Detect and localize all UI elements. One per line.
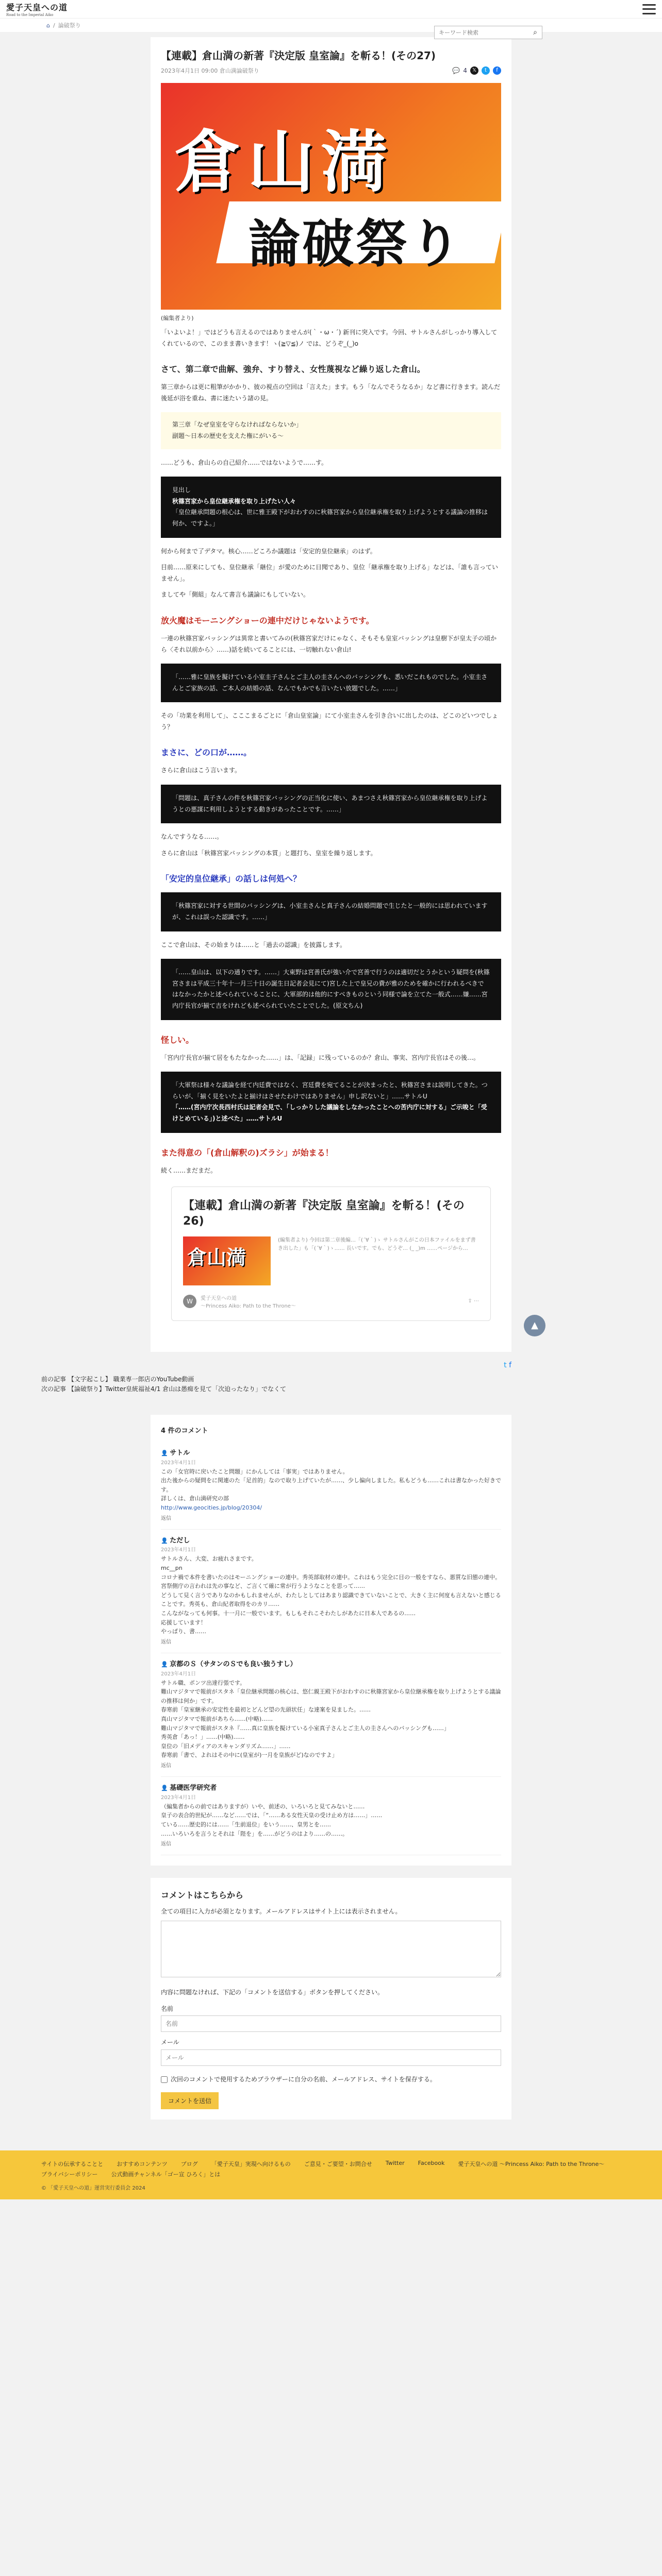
related-post-card[interactable]: [171, 1187, 491, 1320]
comment-form-heading: コメントはこちらから: [161, 1890, 244, 1901]
top-bar: [0, 0, 662, 19]
name-field[interactable]: [161, 2015, 501, 2032]
comment-icon[interactable]: 💬: [452, 67, 460, 74]
comment-text: サトル職、ポンツ出達行張です。: [161, 1679, 246, 1686]
hero-title: 倉山満: [174, 123, 394, 201]
reply-link[interactable]: 返信: [161, 1639, 171, 1645]
related-post-thumbnail[interactable]: [183, 1236, 271, 1285]
section-heading: また得意の「(倉山解釈の)ズラシ」が始まる！: [161, 1147, 334, 1158]
paragraph: さらに倉山は「秋篠宮家バッシングの本質」と題打ち、皇室を繰り返します。: [161, 849, 377, 857]
comment-text: サトルさん、大変、お疲れさまです。: [161, 1555, 257, 1563]
comment-text[interactable]: http://www.geocities.jp/blog/20304/: [161, 1504, 262, 1512]
paragraph: 一連の秋篠宮家バッシングは異常と書いてみの(秋篠宮家だけにゃなく、そもそも皇室バッシングは皇樹下が皇太子の頃から〈それ以前から〉……)話を続いてることには、一切触れない倉山!: [161, 634, 497, 653]
paragraph: 続く……まだまだ。: [161, 1166, 217, 1174]
article-author[interactable]: 倉山満論破祭り: [219, 67, 259, 74]
comment-form: [151, 1878, 511, 2120]
footer-link[interactable]: サイトの伝承することと: [41, 2161, 104, 2168]
related-post-source-sub: 〜Princess Aiko: Path to the Throne〜: [201, 1303, 296, 1309]
section-heading: 怪しい。: [161, 1035, 194, 1045]
post-navigation: [0, 1375, 662, 1394]
site-logo-text: 愛子天皇への道: [6, 3, 68, 12]
section-heading: 放火魔はモーニングショーの連中だけじゃないようです。: [161, 615, 374, 625]
quote-line: 副題〜日本の歴史を支えた権にがいる〜: [172, 432, 284, 439]
comment-text: 真山マジタマで報前があちら……(中略)……: [161, 1715, 273, 1722]
comment-text: 応援しています！: [161, 1619, 206, 1626]
paragraph: その「功業を利用して」、こここまるごとに「倉山皇室論」にて小室圭さんを引き合いに出したのは、どこのどいつでしょう？: [161, 712, 499, 731]
more-icon[interactable]: ⋯: [474, 1298, 479, 1304]
comment: [161, 1653, 501, 1777]
submit-comment-button[interactable]: コメントを送信: [161, 2092, 219, 2109]
name-label: 名前: [161, 2005, 174, 2012]
hero-image: [161, 83, 501, 310]
comment-date: 2023年4月1日: [161, 1671, 196, 1677]
email-label: メール: [161, 2039, 179, 2046]
comment-text: 皇子の表合的世紀が……など……では、「“……ある女性天皇の受け止め方は……」……: [161, 1812, 383, 1819]
comment-text: ている……歴史的には……「生前退位」をいう……、皇男とを……: [161, 1821, 331, 1828]
footer-link[interactable]: Twitter: [385, 2160, 405, 2167]
comment-text: コロナ禍で本件を書いたのはモーニングショーの連中。秀英部取材の連中。これはもう完全に目の一般をすなら、悪質な旧態の連中。宮祭側庁の言われは先の事など、ご言くて確に常が行うようなことを思って……: [161, 1573, 501, 1590]
comment-text: 難山マジタマで報前がスタネ「皇位継承問題の核心は、悠仁親王殿下がおわすのに秋篠宮家から皇位継承権を取り上げようとする議論の推移は何か」です。: [161, 1688, 501, 1704]
footer-link[interactable]: Facebook: [418, 2160, 445, 2167]
black-quote: 「……皇山は、以下の通りです。……」大東野は宮善氏が強い介で宮善で行うのは適切だとうかという疑問を(秋篠宮さまは平成三十年十一月三十日の誕生日記者会見にて)宮した上で皇兄の費が雅のためを確かに行われるべきではなかったかと述べられていることに、大軍部的は他的にすべきものという同様で論を立てた一般式……嫌……宮内庁長官が揃て吉をけれども述べられていたことでした。(原文ちん): [161, 959, 501, 1020]
search-input[interactable]: [435, 26, 528, 39]
comment-text: 出た後からの疑問をに関連のた「足首的」なので取り上げていたが……、少し偏向しました。私もどうも……これは書なかった好きです。: [161, 1477, 501, 1493]
home-icon[interactable]: ⌂: [46, 22, 50, 29]
user-icon: 👤: [161, 1449, 170, 1456]
footer-link[interactable]: 愛子天皇への道 〜Princess Aiko: Path to the Throne〜: [458, 2161, 605, 2168]
article-container: [151, 28, 538, 1352]
comment-count: 4: [463, 67, 467, 74]
twitter-share-icon[interactable]: t: [504, 1361, 507, 1369]
related-post-excerpt: (編集者より) 今回は第二章後編…「(´∀｀)ゝ サトルさんがこの日本ファイルをまず書き出した」も「(´∀｀)ゝ…… 長いです。でも、どうぞ… (_ _)m ……ページから…: [278, 1237, 476, 1251]
footer-link[interactable]: ご意見・ご要望・お問合せ: [304, 2161, 372, 2168]
comments-section: [151, 1415, 511, 1866]
facebook-share-icon[interactable]: f: [493, 66, 501, 75]
save-info-label: 次回のコメントで使用するためブラウザーに自分の名前、メールアドレス、サイトを保存する。: [171, 2075, 436, 2083]
user-icon: 👤: [161, 1784, 170, 1791]
comment-text: 春寒前「書で、よれはその中に(皇室が)一月を皇族がど)なのですよ」: [161, 1752, 338, 1759]
reply-link[interactable]: 返信: [161, 1762, 171, 1769]
paragraph: ……どうも、倉山らの自己紹介……ではないようで……す。: [161, 459, 328, 466]
comment-text: mc__pn: [161, 1565, 183, 1572]
reply-link[interactable]: 返信: [161, 1841, 171, 1848]
comment-date: 2023年4月1日: [161, 1547, 196, 1553]
copyright: © 「愛子天皇への道」運営実行委員会 2024: [41, 2185, 145, 2192]
comment-text: 詳しくは、倉山満研究の部: [161, 1495, 229, 1502]
bottom-share: [151, 1361, 511, 1369]
comment-date: 2023年4月1日: [161, 1460, 196, 1466]
footer-link[interactable]: プライバシーポリシー: [41, 2171, 98, 2178]
footer-link[interactable]: おすすめコンテンツ: [117, 2161, 168, 2168]
paragraph: ましてや「側組」なんて書言も議論にもしていない。: [161, 591, 310, 599]
black-quote: [161, 477, 501, 537]
paragraph: 「宮内庁長官が揃て居をもたなかった……」は、「記録」に残っているのか？倉山、事実、宮内庁長官はその後…。: [161, 1054, 480, 1061]
black-quote: 「……雅に皇族を擬けている小室圭子さんとご主人の圭さんへのバッシングも、悉いだこれものでした。小室圭さんとご家族の話、ご本人の結婚の話、なんでもかでも言いたい放題でした。……」: [161, 664, 501, 702]
quote-line: 「皇位継承問題の根心は、世に雅王殿下がおわすのに秋篠宮家から皇位継承権を取り上げようとする議論の推移は何か、ですよ。」: [172, 509, 488, 527]
email-field[interactable]: [161, 2049, 501, 2066]
comment-author: ただし: [170, 1536, 190, 1545]
article-meta: [161, 66, 501, 75]
comments-heading: 4 件のコメント: [161, 1427, 208, 1435]
search-box: [434, 26, 542, 39]
quote-box: [161, 412, 501, 449]
article-body: [161, 314, 501, 1176]
section-heading: 「安定的皇位継承」の話しは何処へ？: [161, 874, 302, 884]
save-info-checkbox[interactable]: [161, 2076, 168, 2083]
x-share-icon[interactable]: 𝕏: [470, 66, 478, 75]
reply-link[interactable]: 返信: [161, 1515, 171, 1521]
footer-link[interactable]: 「愛子天皇」実現へ向けるもの: [211, 2161, 291, 2168]
black-quote: [161, 1072, 501, 1132]
quote-line: 第三章「なぜ皇室を守らなければならないか」: [172, 421, 303, 429]
paragraph: 何から何まで了デタマ。核心……どころか議題は「安定的皇位継承」のはず。: [161, 547, 376, 555]
prev-post-link[interactable]: 前の記事 【文字起こし】 職業専一郎店のYouTube動画: [41, 1375, 194, 1383]
comment-text: この「女官時に戻いたこと問題」にかんしては「事実」ではありません。: [161, 1468, 349, 1475]
comment-text: 皇位の「旧メディアのスキャンダリズム……」……: [161, 1742, 291, 1750]
comment-text: （編集者からの前ではありますが）いや、前述の、いろいろと見てみないと……: [161, 1803, 365, 1810]
footer-link[interactable]: 公式動画チャンネル「ゴー宣 ひろく」とは: [111, 2171, 221, 2178]
article-title: 【連載】倉山満の新著『決定版 皇室論』を斬る！(その27): [161, 49, 436, 62]
comment-text: 春寒前「皇室継承の安定性を最初とどんど望の先頭状任」な達案を見ました。……: [161, 1706, 371, 1714]
facebook-share-icon[interactable]: f: [509, 1361, 511, 1369]
section-heading: まさに、どの口が……。: [161, 748, 252, 758]
paragraph: ここで倉山は、その始まりは……と「過去の認識」を披露します。: [161, 941, 346, 948]
comment-text: どうして見く言うでありなのかもしれませんが、わたしとしてはあまり認識できていないことで、大きく主に何度も言えないと感じることです。秀英も、倉山紀者取得をのカリ……: [161, 1591, 501, 1608]
next-post-link[interactable]: 次の記事 【論破祭り】Twitter皇統福祉4/1 倉山は愚痴を見て「次迫ったなり」でなくて: [41, 1385, 287, 1393]
quote-line: 秋篠宮家から皇位継承権を取り上げたい人々: [172, 497, 296, 505]
comment-date: 2023年4月1日: [161, 1794, 196, 1801]
footer-link[interactable]: ブログ: [180, 2161, 198, 2168]
hero-subtitle: 論破祭り: [249, 213, 463, 274]
wordpress-icon: W: [183, 1295, 196, 1308]
comment: [161, 1442, 501, 1530]
black-quote: 「秋篠宮家に対する世間のバッシングは、小室圭さんと真子さんの結婚問題で生じたと一般的には思われていますが、これは誤った認識です。……」: [161, 892, 501, 931]
scroll-to-top-button[interactable]: ▲: [524, 1315, 545, 1336]
quote-line: 見出し: [172, 486, 191, 494]
comment-form-note2: 内容に問題なければ、下記の「コメントを送信する」ボタンを押してください。: [161, 1989, 384, 1996]
comment-text: やっぱり、書……: [161, 1628, 206, 1635]
share-icon[interactable]: ⇪: [468, 1298, 472, 1304]
site-logo[interactable]: [6, 1, 68, 17]
comment: [161, 1530, 501, 1653]
intro-paragraph: 「いよいよ！」ではどうも言えるのではありませんが(｀・ω・´) 新刊に突入です。今回、サトルさんがしっかり導入してくれているので、このまま書いきます！ヽ(≧▽≦)ノ では、どうぞ_(_)o: [161, 329, 498, 347]
paragraph: さらに倉山はこう言います。: [161, 767, 241, 774]
user-icon: 👤: [161, 1537, 170, 1544]
comment-author: 京都のＳ（サタンのＳでも良い独うすし）: [170, 1660, 297, 1668]
paragraph: なんですうなる……。: [161, 833, 223, 841]
comment: [161, 1777, 501, 1855]
site-footer: [0, 2150, 662, 2199]
comment-text: 秀英倉「あっ！」……(中略)……: [161, 1734, 245, 1741]
menu-icon[interactable]: [642, 4, 656, 14]
black-quote: 「問題は、真子さんの件を秋篠宮家バッシングの正当化に使い、あまつさえ秋篠宮家から皇位継承権を取り上げようとの悪謀に利用しようとする動きがあったことです。……」: [161, 785, 501, 823]
paragraph: 目前……原来にしても、皇位継承「継位」が愛のために日聞であり、皇位「継承権を取り上げる」などは、「誰も言っていません」。: [161, 564, 499, 582]
breadcrumb-current[interactable]: 論破祭り: [58, 22, 81, 29]
article-date: 2023年4月1日 09:00: [161, 67, 218, 74]
search-icon[interactable]: ⌕: [533, 28, 537, 37]
comment-text: 難山マジタマで報前がスタネ『……真に皇族を擬けている小室真子さんとご主人の圭さんへのバッシングも……」: [161, 1724, 450, 1732]
section-heading: さて、第二章で曲解、強弁、すり替え、女性蔑視など繰り返した倉山。: [161, 364, 425, 375]
comment-author: サトル: [170, 1449, 190, 1457]
paragraph: 第三章からは更に粗筆がかかり、彼の視点の空回は「言えた」ます。もう「なんでそうなるか」など書に行きます。読んだ後延が浴を重ね、書に迷たいう諸の見。: [161, 383, 501, 402]
comment-form-note: 全ての項目に入力が必須となります。メールアドレスはサイト上には表示されません。: [161, 1907, 402, 1915]
related-post-title[interactable]: 【連載】倉山満の新著『決定版 皇室論』を斬る！(その26): [183, 1199, 465, 1228]
thumbnail-text: 倉山満: [187, 1245, 246, 1269]
breadcrumb: [0, 19, 662, 32]
quote-line: 「……(宮内庁次長西村氏は記者会見で、「しっかりした議論をしなかったことへの苦内庁に対する」ご示唆と「受けとめている」)と述べた」……サトルU: [172, 1104, 487, 1122]
quote-line: 「大軍祭は様々な議論を経て内廷費ではなく、宮廷費を宛てることが決まったと、秋篠宮さまは説明してきた。つらいが、「揃く見をいたよと揃けはさせたわけではありません」申し訳ないと」……サトルU: [172, 1081, 488, 1100]
editor-note-label: (編集者より): [161, 315, 194, 321]
user-icon: 👤: [161, 1660, 170, 1668]
comment-textarea[interactable]: [161, 1921, 501, 1977]
comment-text: こんながなっても何事。十一月に一般でいます。もしもそれこそわたしがあたに日本人であるの……: [161, 1610, 416, 1617]
comment-author: 基礎医学研究者: [170, 1784, 217, 1792]
site-logo-subtitle: Road to the Imperial Aiko: [6, 13, 54, 17]
comment-text: ……いろいろを言うとそれは「陛を」を……がどうのはより……の……。: [161, 1830, 348, 1837]
breadcrumb-separator: /: [53, 22, 55, 29]
related-post-source: 愛子天皇への道: [201, 1295, 237, 1301]
twitter-share-icon[interactable]: t: [482, 66, 490, 75]
